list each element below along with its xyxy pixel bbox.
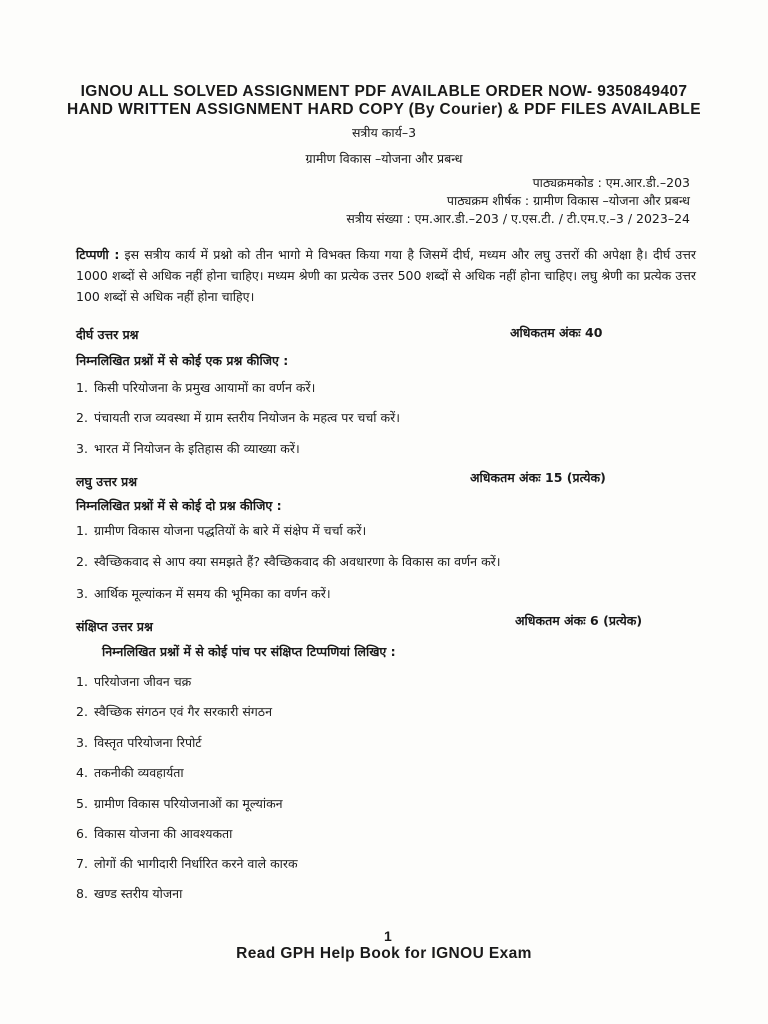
section-short-marks: अधिकतम अंकः 15 (प्रत्येक): [470, 470, 606, 485]
course-title: पाठ्यक्रम शीर्षक : ग्रामीण विकास –योजना और प्रबन्ध: [446, 193, 690, 208]
section-long-instruction: निम्नलिखित प्रश्नों में से कोई एक प्रश्न कीजिए :: [76, 353, 289, 368]
list-item: 3. विस्तृत परियोजना रिपोर्ट: [76, 735, 202, 750]
list-item: 3. आर्थिक मूल्यांकन में समय की भूमिका का वर्णन करें।: [76, 586, 331, 601]
section-brief-title: संक्षिप्त उत्तर प्रश्न: [76, 619, 153, 634]
section-brief-marks: अधिकतम अंकः 6 (प्रत्येक): [515, 613, 643, 628]
section-long-title: दीर्घ उत्तर प्रश्न: [76, 327, 139, 342]
list-item: 2. पंचायती राज व्यवस्था में ग्राम स्तरीय नियोजन के महत्व पर चर्चा करें।: [76, 410, 400, 425]
list-item: 3. भारत में नियोजन के इतिहास की व्याख्या करें।: [76, 441, 300, 456]
list-item: 8. खण्ड स्तरीय योजना: [76, 886, 183, 901]
header-line-2: HAND WRITTEN ASSIGNMENT HARD COPY (By Courier) & PDF FILES AVAILABLE: [66, 101, 701, 118]
assignment-title: सत्रीय कार्य–3: [351, 125, 417, 140]
page-number: 1: [384, 928, 392, 944]
list-item: 2. स्वैच्छिक संगठन एवं गैर सरकारी संगठन: [76, 704, 273, 719]
note-label: टिप्पणी :: [76, 247, 120, 262]
list-item: 1. परियोजना जीवन चक्र: [76, 674, 192, 689]
section-short-title: लघु उत्तर प्रश्न: [76, 474, 138, 489]
list-item: 4. तकनीकी व्यवहार्यता: [76, 765, 184, 780]
list-item: 2. स्वैच्छिकवाद से आप क्या समझते हैं? स्वैच्छिकवाद की अवधारणा के विकास का वर्णन करें।: [76, 554, 501, 569]
subject-title: ग्रामीण विकास –योजना और प्रबन्ध: [305, 151, 463, 166]
section-short-instruction: निम्नलिखित प्रश्नों में से कोई दो प्रश्न कीजिए :: [76, 498, 282, 513]
list-item: 6. विकास योजना की आवश्यकता: [76, 826, 233, 841]
note-paragraph: [76, 244, 696, 307]
header-line-1: IGNOU ALL SOLVED ASSIGNMENT PDF AVAILABLE ORDER NOW- 9350849407: [80, 83, 688, 100]
list-item: 5. ग्रामीण विकास परियोजनाओं का मूल्यांकन: [76, 796, 283, 811]
note-text: इस सत्रीय कार्य में प्रश्नो को तीन भागो मे विभक्त किया गया है जिसमें दीर्घ, मध्यम और लघु उत्तरों की अपेक्षा है। दीर्घ उत्तर 1000 शब्दों से अधिक नहीं होना चाहिए। मध्यम श्रेणी का प्रत्येक उत्तर 500 शब्दों से अधिक नहीं होना चाहिए। लघु श्रेणी का प्रत्येक उत्तर 100 शब्दों से अधिक नहीं होना चाहिए।: [76, 247, 696, 304]
list-item: 7. लोगों की भागीदारी निर्धारित करने वाले कारक: [76, 856, 298, 871]
list-item: 1. किसी परियोजना के प्रमुख आयामों का वर्णन करें।: [76, 380, 316, 395]
course-code: पाठ्यक्रमकोड : एम.आर.डी.–203: [532, 175, 690, 190]
list-item: 1. ग्रामीण विकास योजना पद्धतियों के बारे में संक्षेप में चर्चा करें।: [76, 523, 367, 538]
assignment-number: सत्रीय संख्या : एम.आर.डी.–203 / ए.एस.टी. / टी.एम.ए.–3 / 2023–24: [346, 211, 690, 226]
footer-text: Read GPH Help Book for IGNOU Exam: [236, 945, 532, 962]
section-brief-instruction: निम्नलिखित प्रश्नों में से कोई पांच पर संक्षिप्त टिप्पणियां लिखिए :: [102, 644, 396, 659]
section-long-marks: अधिकतम अंकः 40: [510, 325, 603, 340]
